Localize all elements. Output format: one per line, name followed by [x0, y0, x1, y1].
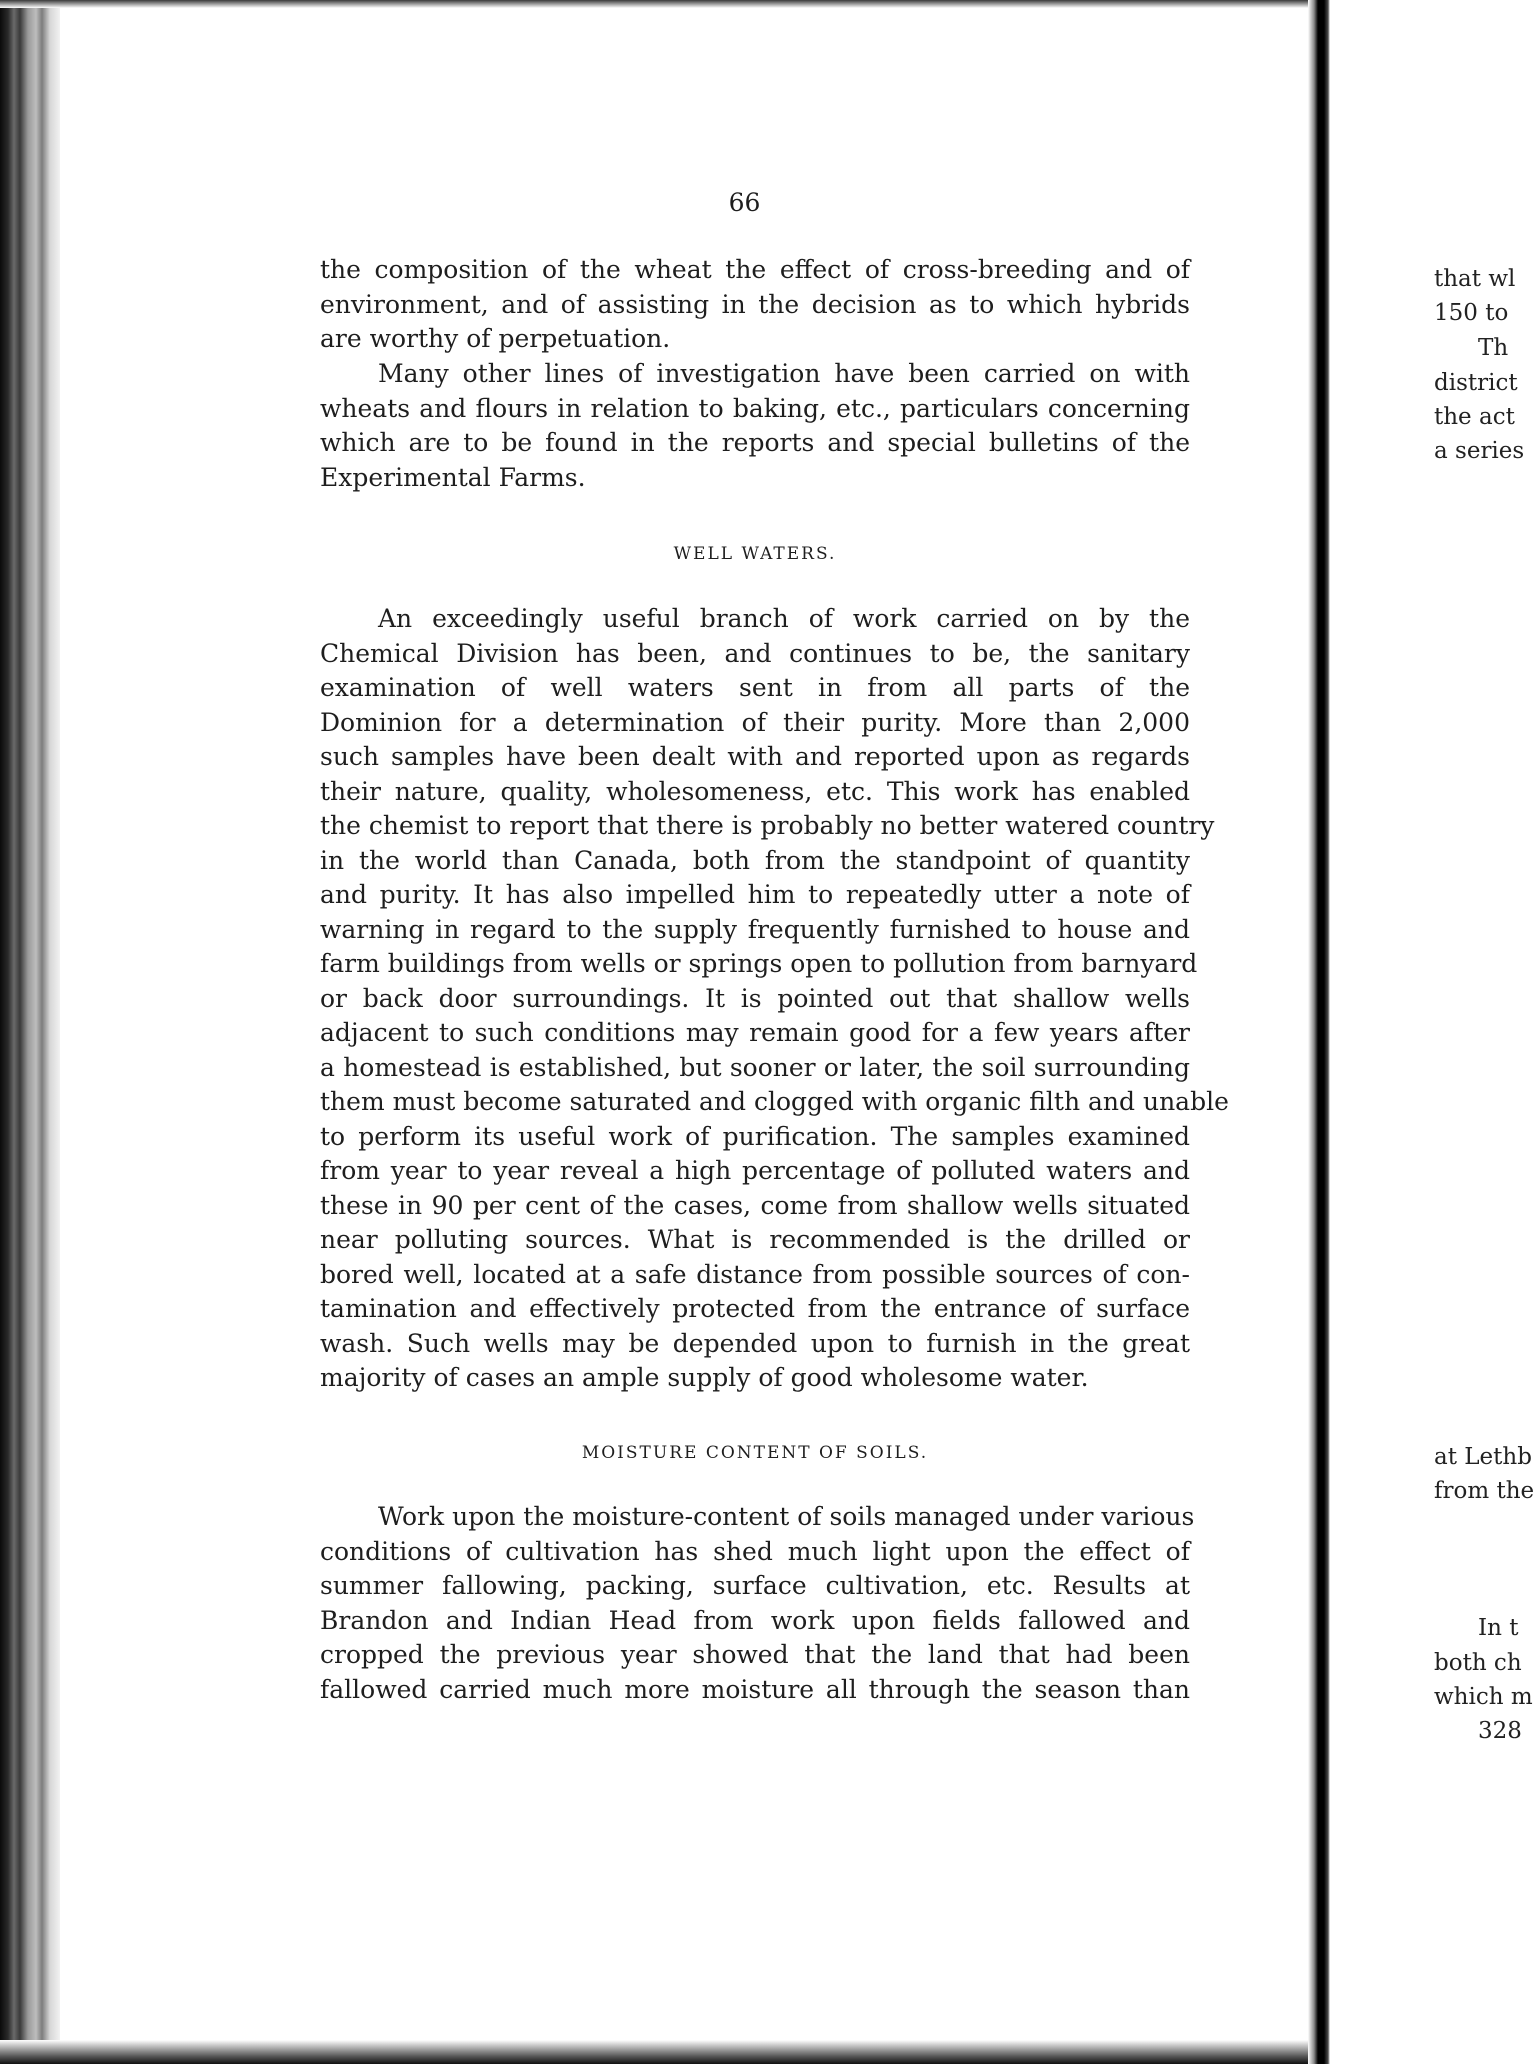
- text-line: examination of well waters sent in from all parts of the: [320, 673, 1190, 702]
- text-line: summer fallowing, packing, surface cultivation, etc. Results at: [320, 1571, 1190, 1600]
- page-bottom-edge: [0, 2040, 1310, 2064]
- page-top-edge: [0, 0, 1310, 8]
- text-line: them must become saturated and clogged with organic filth and unable: [320, 1087, 1229, 1116]
- page-gutter: [1308, 0, 1330, 2064]
- text-line: from year to year reveal a high percentage of polluted waters and: [320, 1156, 1190, 1185]
- text-line: wheats and flours in relation to baking, etc., particulars concerning: [320, 393, 1190, 423]
- facing-page-fragment: 328: [1478, 1718, 1522, 1744]
- text-line: Dominion for a determination of their purity. More than 2,000: [320, 707, 1190, 737]
- text-line: Many other lines of investigation have been carried on with: [378, 359, 1190, 388]
- text-line: these in 90 per cent of the cases, come from shallow wells situated: [320, 1190, 1190, 1220]
- text-line: near polluting sources. What is recommended is the drilled or: [320, 1225, 1190, 1254]
- text-line: the chemist to report that there is probably no better watered country: [320, 811, 1215, 840]
- text-line: Chemical Division has been, and continues to be, the sanitary: [320, 638, 1190, 668]
- text-line: An exceedingly useful branch of work carried on by the: [378, 604, 1190, 633]
- facing-page-fragment: the act: [1434, 404, 1515, 430]
- text-line: or back door surroundings. It is pointed out that shallow wells: [320, 983, 1190, 1013]
- paragraph-well-waters: [320, 602, 1229, 1396]
- text-line: farm buildings from wells or springs open to pollution from barnyard: [320, 949, 1198, 978]
- text-line: Brandon and Indian Head from work upon fields fallowed and: [320, 1605, 1190, 1635]
- paragraph-wheat-composition: [320, 253, 1190, 357]
- text-line: the composition of the wheat the effect of cross-breeding and of: [320, 255, 1190, 284]
- text-line: adjacent to such conditions may remain good for a few years after: [320, 1018, 1190, 1047]
- heading-moisture-content: MOISTURE CONTENT OF SOILS.: [581, 1443, 929, 1463]
- facing-page-fragment: from the: [1434, 1478, 1534, 1504]
- text-line: to perform its useful work of purification. The samples examined: [320, 1121, 1190, 1151]
- facing-page-fragment: a series: [1434, 438, 1525, 464]
- paragraph-other-investigations: [320, 357, 1190, 495]
- heading-well-waters: WELL WATERS.: [673, 544, 837, 564]
- text-line: fallowed carried much more moisture all through the season than: [320, 1674, 1190, 1704]
- text-line: such samples have been dealt with and reported upon as regards: [320, 742, 1190, 771]
- facing-page-fragment: district: [1434, 370, 1518, 396]
- text-line: in the world than Canada, both from the standpoint of quantity: [320, 845, 1190, 875]
- facing-page-fragment: at Lethb: [1434, 1444, 1532, 1470]
- paragraph-moisture-content: [320, 1500, 1195, 1707]
- text-line: conditions of cultivation has shed much light upon the effect of: [320, 1536, 1190, 1566]
- text-line: Experimental Farms.: [320, 462, 586, 492]
- text-line: a homestead is established, but sooner or later, the soil surrounding: [320, 1052, 1190, 1082]
- facing-page-fragment: Th: [1478, 335, 1509, 361]
- binding-edge: [0, 0, 60, 2064]
- text-line: are worthy of perpetuation.: [320, 324, 671, 353]
- text-line: cropped the previous year showed that the land that had been: [320, 1640, 1190, 1669]
- facing-page-fragment: 150 to: [1434, 300, 1509, 326]
- text-line: which are to be found in the reports and special bulletins of the: [320, 428, 1190, 457]
- facing-page-fragment: In t: [1478, 1615, 1519, 1641]
- text-line: bored well, located at a safe distance from possible sources of con-: [320, 1259, 1190, 1289]
- text-line: and purity. It has also impelled him to repeatedly utter a note of: [320, 880, 1190, 909]
- text-line: Work upon the moisture-content of soils managed under various: [378, 1502, 1195, 1531]
- text-line: wash. Such wells may be depended upon to furnish in the great: [320, 1328, 1190, 1358]
- text-line: warning in regard to the supply frequently furnished to house and: [320, 914, 1190, 944]
- facing-page-fragment: both ch: [1434, 1650, 1522, 1676]
- text-line: majority of cases an ample supply of good wholesome water.: [320, 1363, 1089, 1392]
- text-line: their nature, quality, wholesomeness, etc. This work has enabled: [320, 776, 1190, 806]
- text-line: environment, and of assisting in the decision as to which hybrids: [320, 289, 1190, 319]
- facing-page-fragment: that wl: [1434, 266, 1516, 292]
- facing-page-fragment: which m: [1434, 1684, 1533, 1710]
- page-number: 66: [728, 188, 761, 217]
- text-line: tamination and effectively protected from the entrance of surface: [320, 1294, 1190, 1323]
